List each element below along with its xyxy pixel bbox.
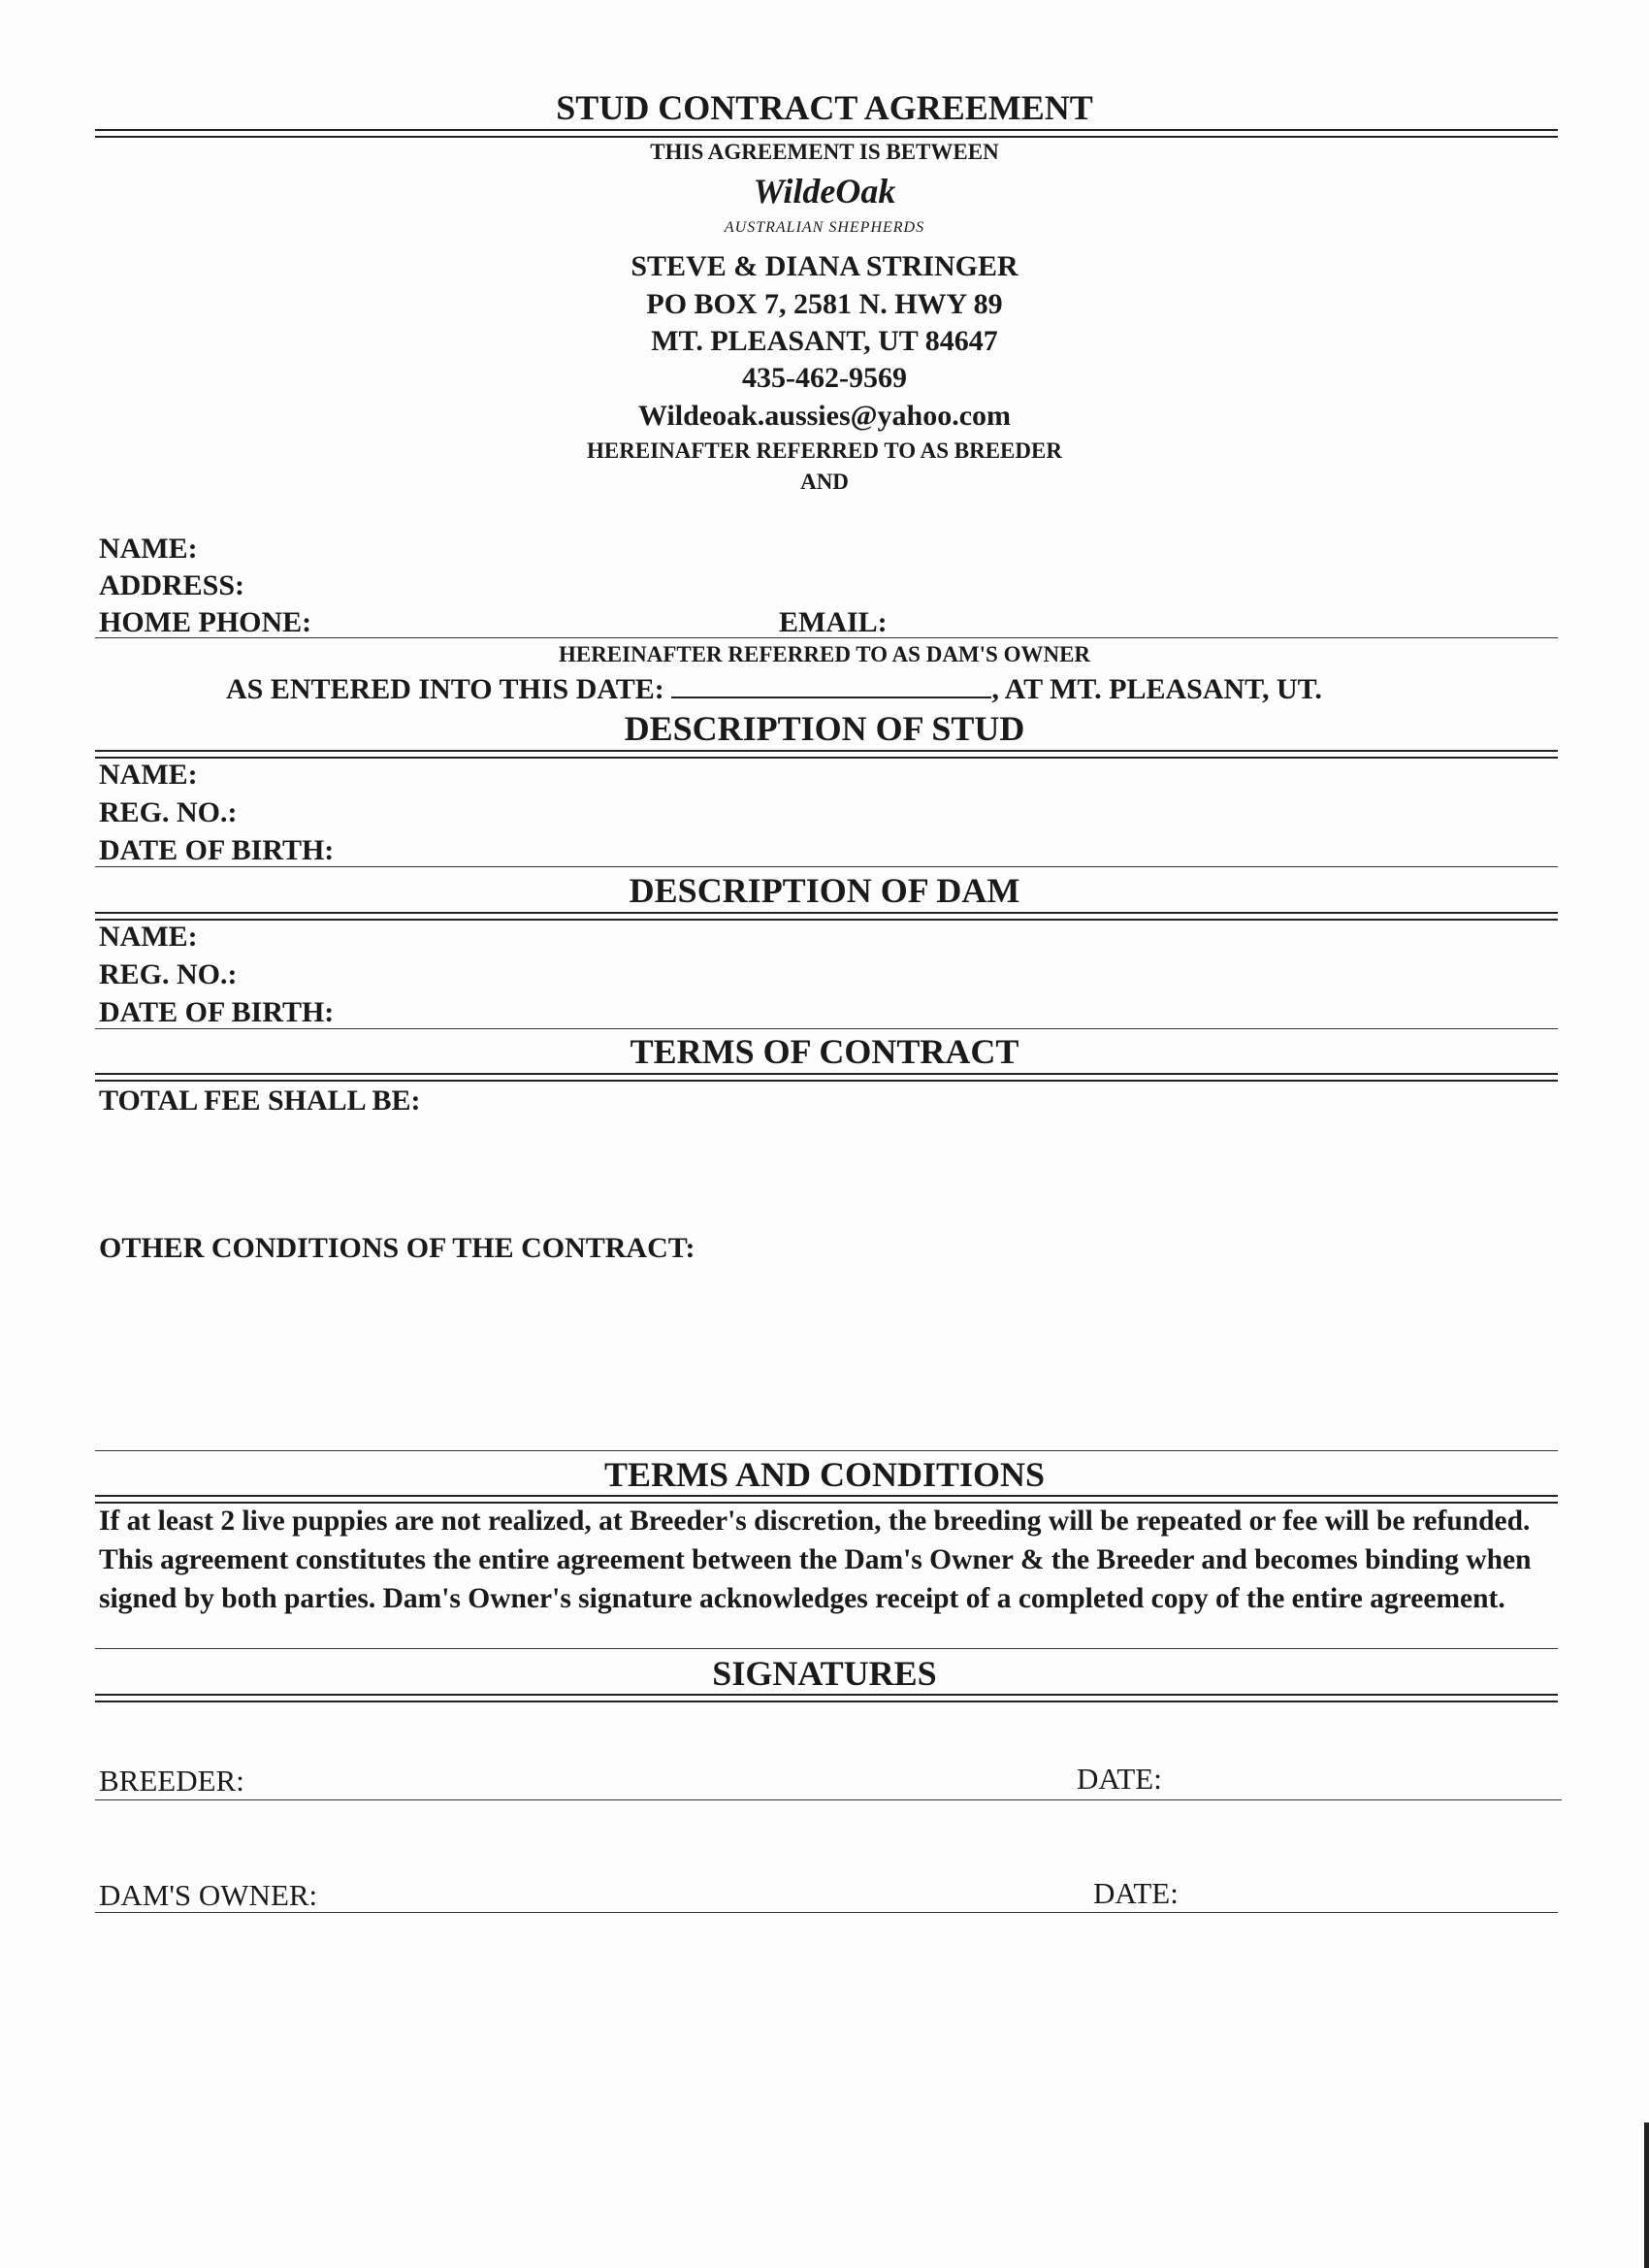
dam-double-rule [95,912,1558,921]
intro-text: THIS AGREEMENT IS BETWEEN [650,140,999,164]
contract-title: STUD CONTRACT AGREEMENT [556,88,1093,127]
owner-address-label: ADDRESS: [99,569,245,601]
stud-name-label: NAME: [99,759,198,791]
conditions-end-rule [95,1648,1558,1649]
breeder-signature-line[interactable] [95,1799,1562,1800]
terms-double-rule [95,1073,1558,1082]
date-line [226,673,1322,706]
brand-name: WildeOak [753,172,896,211]
dam-heading: DESCRIPTION OF DAM [629,871,1020,910]
owner-name-label: NAME: [99,533,198,565]
breeder-address-2: MT. PLEASANT, UT 84647 [651,325,998,357]
breeder-address-1: PO BOX 7, 2581 N. HWY 89 [646,288,1003,320]
owner-date-label: DATE: [1093,1876,1179,1910]
conditions-paragraph: If at least 2 live puppies are not realized, at Breeder's discretion, the breeding will be repeated or fee will be refunded. This agreement constitutes the entire agreement between the Dam's Owner & the Breeder and becomes binding when signed by both parties. Dam's Owner's signature acknowledges receipt of a completed copy of the entire agreement. [99,1506,1532,1614]
signatures-heading: SIGNATURES [712,1654,937,1693]
terms-heading: TERMS OF CONTRACT [630,1032,1019,1071]
title-double-rule [95,129,1558,138]
scan-edge-shadow [1644,2122,1649,2268]
owner-email-label: EMAIL: [779,606,888,638]
owner-home-phone-label: HOME PHONE: [99,606,312,638]
stud-heading: DESCRIPTION OF STUD [624,709,1025,748]
date-blank[interactable] [671,675,991,698]
breeder-referred: HEREINAFTER REFERRED TO AS BREEDER [587,438,1062,463]
breeder-date-label: DATE: [1077,1762,1162,1796]
stud-reg-label: REG. NO.: [99,796,238,828]
owner-referred: HEREINAFTER REFERRED TO AS DAM'S OWNER [558,642,1091,666]
breeder-phone: 435-462-9569 [742,362,907,394]
brand-tagline: AUSTRALIAN SHEPHERDS [724,219,925,236]
dam-name-label: NAME: [99,921,198,953]
dam-end-rule [95,1028,1558,1029]
breeder-email: Wildeoak.aussies@yahoo.com [637,400,1012,432]
terms-end-rule [95,1450,1558,1451]
total-fee-label: TOTAL FEE SHALL BE: [99,1085,421,1117]
owner-signature-label: DAM'S OWNER: [99,1878,318,1912]
date-line-prefix: AS ENTERED INTO THIS DATE: [226,673,664,705]
breeder-names: STEVE & DIANA STRINGER [630,250,1018,282]
and-text: AND [800,470,849,494]
signatures-double-rule [95,1694,1558,1702]
dam-reg-label: REG. NO.: [99,958,238,990]
other-conditions-label: OTHER CONDITIONS OF THE CONTRACT: [99,1232,695,1264]
stud-end-rule [95,866,1558,867]
owner-info-rule [95,637,1558,638]
conditions-heading: TERMS AND CONDITIONS [603,1455,1046,1494]
owner-signature-line[interactable] [95,1912,1558,1913]
stud-dob-label: DATE OF BIRTH: [99,834,335,866]
dam-dob-label: DATE OF BIRTH: [99,996,335,1028]
stud-double-rule [95,750,1558,759]
date-line-suffix: , AT MT. PLEASANT, UT. [991,673,1322,705]
breeder-signature-label: BREEDER: [99,1764,244,1798]
